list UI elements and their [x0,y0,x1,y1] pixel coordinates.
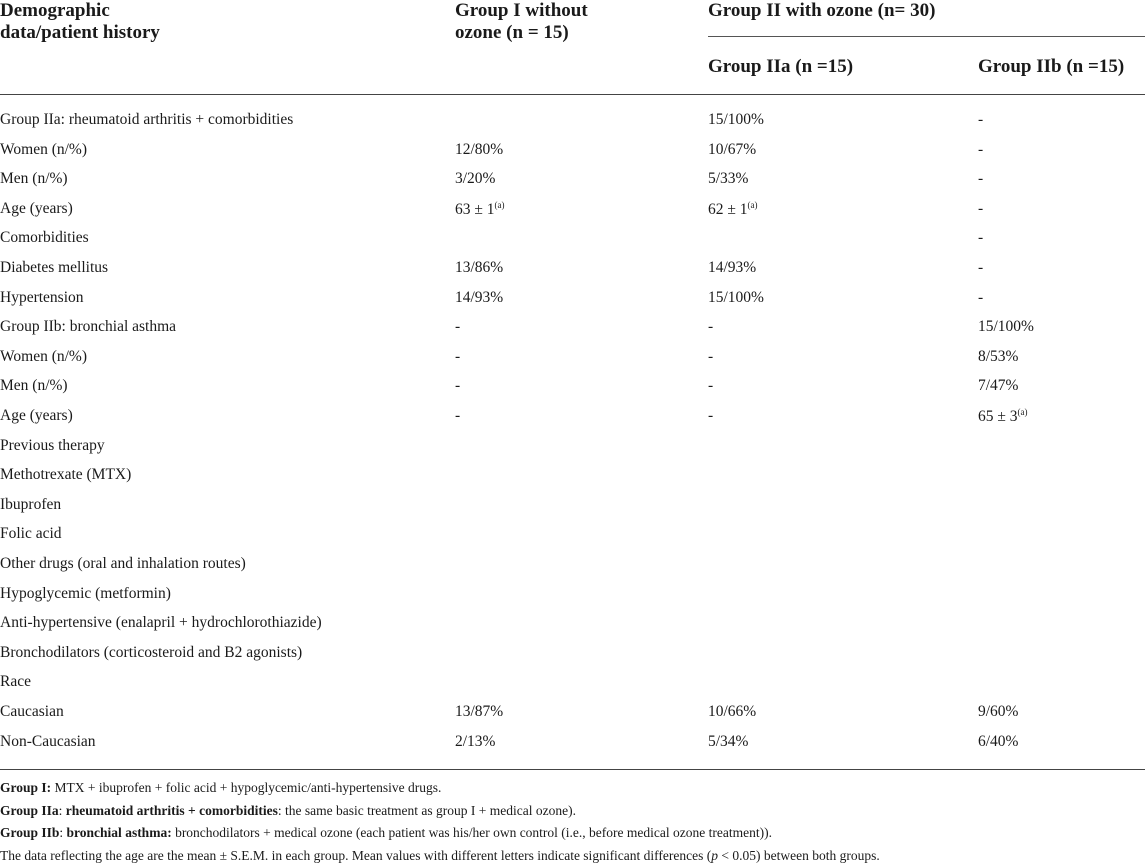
row-label [0,111,293,129]
row-label-text: Group IIa: rheumatoid arthritis + comorbidities [0,111,293,128]
footnote-group2b [0,822,1145,845]
group2b-value-text: 6/40% [978,733,1018,750]
header-group1-line1: Group I without [455,0,588,22]
footnote-group2b-sep: : [59,825,66,840]
group2a-value-text: 62 ± 1 [708,201,748,218]
group2b-value-text: - [978,289,983,306]
group2b-value [978,170,983,188]
group2a-value [708,259,756,277]
table-row [0,200,1145,230]
footnote-group2a [0,800,1145,823]
footnote-group1-text: MTX + ibuprofen + folic acid + hypoglycemic/anti-hypertensive drugs. [51,780,441,795]
row-label [0,437,105,455]
row-label [0,170,68,188]
group2a-value [708,141,756,159]
table-row [0,229,1145,259]
group1-value-text: 63 ± 1 [455,201,495,218]
table-row [0,585,1145,615]
header-group1-line2: ozone (n = 15) [455,22,588,44]
group1-value [455,170,495,188]
group2a-value-text: 5/33% [708,170,748,187]
footnote-group2b-desc: bronchial asthma: [67,825,172,840]
row-label [0,614,322,632]
group2b-value-text: - [978,141,983,158]
group1-value [455,289,503,307]
table-row [0,348,1145,378]
group2b-value-text: - [978,200,983,217]
group2a-value-text: 5/34% [708,733,748,750]
group1-value [455,200,505,219]
row-label-text: Race [0,673,31,690]
group1-value [455,703,503,721]
table-row [0,377,1145,407]
header-group2-rule [708,36,1145,37]
row-label-text: Bronchodilators (corticosteroid and B2 agonists) [0,644,302,661]
group2b-value [978,289,983,307]
row-label-text: Hypertension [0,289,84,306]
table-row [0,733,1145,763]
group1-value-text: 13/86% [455,259,503,276]
table-row [0,496,1145,526]
group2b-value [978,703,1018,721]
group1-value-text: 14/93% [455,289,503,306]
table-row [0,111,1145,141]
row-label [0,407,73,425]
row-label [0,555,246,573]
table-bottom-rule [0,769,1145,770]
group2a-value [708,111,764,129]
header-group2: Group II with ozone (n= 30) [708,0,935,22]
group2b-value [978,111,983,129]
group2a-value-superscript: (a) [748,200,758,210]
row-label [0,673,31,691]
group1-value [455,259,503,277]
group2a-value-text: 14/93% [708,259,756,276]
group2b-value [978,229,983,247]
group2b-value-text: 15/100% [978,318,1034,335]
row-label-text: Men (n/%) [0,170,68,187]
group1-value [455,407,460,425]
footnote-statistics-text-b: < 0.05) between both groups. [718,848,880,863]
table-row [0,673,1145,703]
group2a-value [708,318,713,336]
header-group2b: Group IIb (n =15) [978,56,1124,78]
footnote-group2a-sep: : [59,803,66,818]
group1-value-text: 2/13% [455,733,495,750]
table-row [0,407,1145,437]
group2a-value-text: - [708,407,713,424]
row-label-text: Previous therapy [0,437,105,454]
footnote-statistics-text-a: The data reflecting the age are the mean ± S.E.M. in each group. Mean values with different letters indicate significant differences ( [0,848,711,863]
group2b-value [978,259,983,277]
group2a-value-text: 10/67% [708,141,756,158]
row-label-text: Caucasian [0,703,64,720]
footnote-group2b-label: Group IIb [0,825,59,840]
group1-value [455,141,503,159]
group2a-value [708,170,748,188]
row-label-text: Anti-hypertensive (enalapril + hydrochlorothiazide) [0,614,322,631]
group2a-value-text: - [708,348,713,365]
table-row [0,289,1145,319]
table-row [0,614,1145,644]
footnote-group1 [0,777,1145,800]
row-label [0,289,84,307]
row-label-text: Women (n/%) [0,348,87,365]
group2b-value [978,318,1034,336]
group2a-value [708,733,748,751]
group1-value [455,348,460,366]
header-group2a: Group IIa (n =15) [708,56,853,78]
group2b-value-text: - [978,170,983,187]
row-label [0,318,176,336]
group2a-value [708,289,764,307]
group2a-value [708,200,758,219]
footnote-group1-label: Group I: [0,780,51,795]
group2a-value-text: 15/100% [708,289,764,306]
row-label [0,525,62,543]
table-row [0,703,1145,733]
header-demographic-line1: Demographic [0,0,160,22]
row-label-text: Other drugs (oral and inhalation routes) [0,555,246,572]
table-row [0,170,1145,200]
group2a-value-text: 15/100% [708,111,764,128]
header-demographic [0,0,160,44]
group2b-value [978,377,1018,395]
row-label-text: Ibuprofen [0,496,61,513]
row-label [0,141,87,159]
group2b-value [978,407,1028,426]
group2a-value [708,377,713,395]
group1-value-superscript: (a) [495,200,505,210]
group2a-value [708,348,713,366]
footnote-group2a-label: Group IIa [0,803,59,818]
row-label-text: Women (n/%) [0,141,87,158]
row-label [0,703,64,721]
row-label-text: Men (n/%) [0,377,68,394]
group2a-value [708,703,756,721]
footnotes [0,777,1145,867]
table-row [0,555,1145,585]
group2b-value-text: 65 ± 3 [978,408,1018,425]
row-label [0,259,108,277]
row-label [0,733,96,751]
group1-value-text: - [455,377,460,394]
group2b-value-text: 8/53% [978,348,1018,365]
group1-value-text: 12/80% [455,141,503,158]
group2b-value-superscript: (a) [1018,407,1028,417]
footnote-statistics-p: p [711,848,718,863]
group2b-value [978,200,983,218]
group2b-value [978,348,1018,366]
row-label-text: Age (years) [0,407,73,424]
group2b-value-text: - [978,259,983,276]
footnote-group2a-text: : the same basic treatment as group I + medical ozone). [278,803,576,818]
row-label [0,496,61,514]
group1-value-text: 3/20% [455,170,495,187]
table-row [0,318,1145,348]
row-label [0,229,89,247]
group2a-value [708,407,713,425]
group1-value [455,733,495,751]
header-demographic-line2: data/patient history [0,22,160,44]
table-row [0,437,1145,467]
row-label [0,585,171,603]
group2b-value [978,733,1018,751]
group2a-value-text: - [708,377,713,394]
group2b-value [978,141,983,159]
table-row [0,259,1145,289]
group1-value-text: - [455,318,460,335]
group2a-value-text: - [708,318,713,335]
row-label [0,644,302,662]
table-row [0,466,1145,496]
header-group1 [455,0,588,44]
footnote-statistics [0,845,1145,867]
table-row [0,644,1145,674]
group2b-value-text: 7/47% [978,377,1018,394]
group1-value [455,377,460,395]
group1-value-text: - [455,348,460,365]
group2b-value-text: - [978,111,983,128]
row-label [0,466,131,484]
row-label-text: Folic acid [0,525,62,542]
row-label-text: Comorbidities [0,229,89,246]
row-label-text: Methotrexate (MTX) [0,466,131,483]
header-rule [0,94,1145,95]
row-label [0,377,68,395]
group2a-value-text: 10/66% [708,703,756,720]
footnote-group2a-desc: rheumatoid arthritis + comorbidities [66,803,278,818]
group1-value-text: 13/87% [455,703,503,720]
row-label-text: Non-Caucasian [0,733,96,750]
row-label [0,348,87,366]
footnote-group2b-text: bronchodilators + medical ozone (each patient was his/her own control (i.e., before medical ozone treatment)). [172,825,772,840]
group1-value [455,318,460,336]
table-row [0,525,1145,555]
row-label-text: Age (years) [0,200,73,217]
group2b-value-text: - [978,229,983,246]
row-label-text: Hypoglycemic (metformin) [0,585,171,602]
row-label-text: Diabetes mellitus [0,259,108,276]
row-label-text: Group IIb: bronchial asthma [0,318,176,335]
group2b-value-text: 9/60% [978,703,1018,720]
row-label [0,200,73,218]
group1-value-text: - [455,407,460,424]
table-row [0,141,1145,171]
